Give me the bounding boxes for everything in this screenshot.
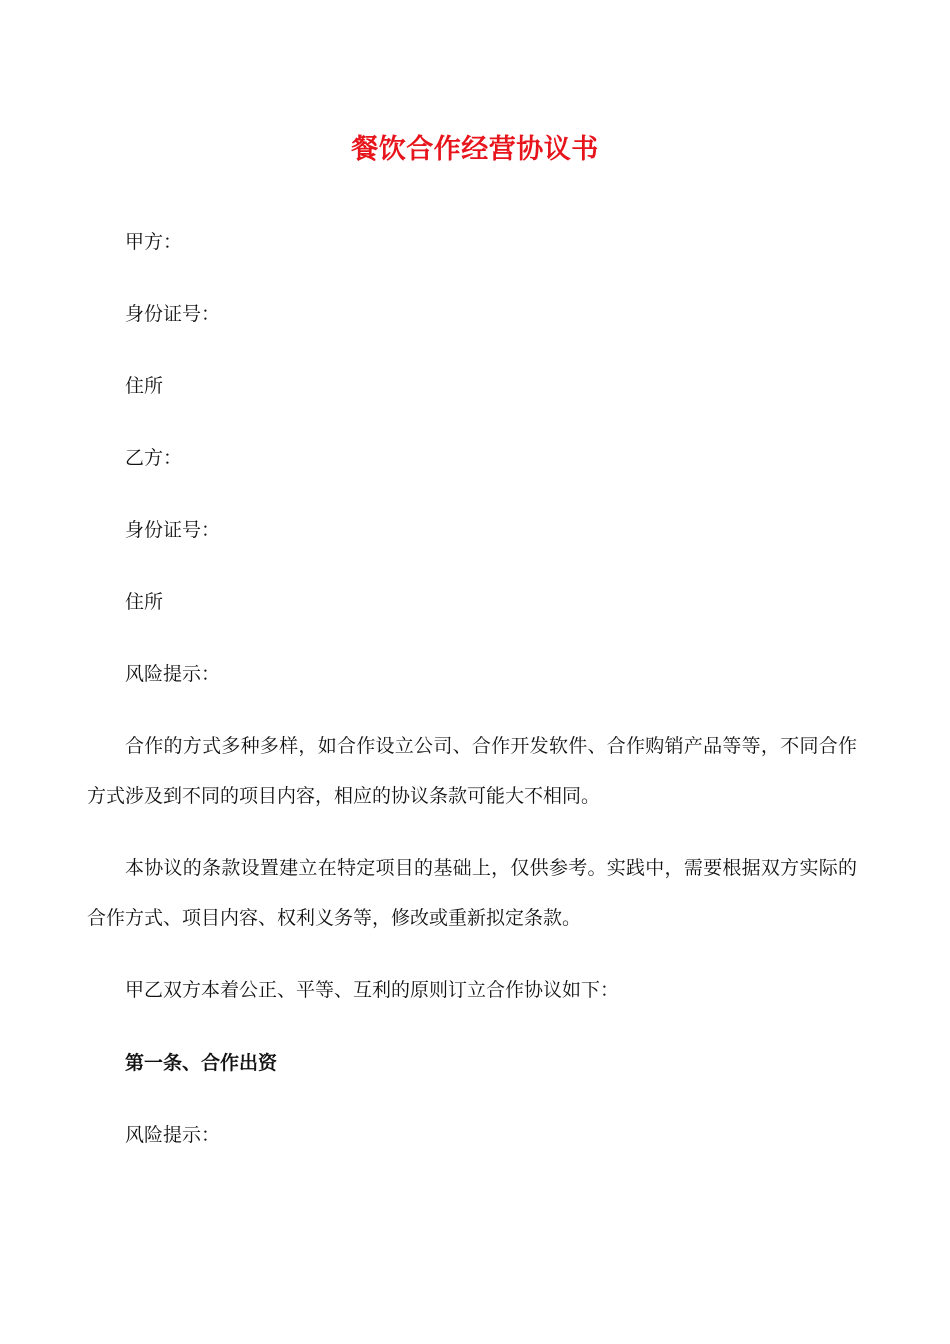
party-b-id-label: 身份证号： (125, 519, 221, 541)
article-1-heading: 第一条、合作出资 (125, 1052, 278, 1074)
risk-tip-label: 风险提示： (125, 663, 221, 685)
paragraph-cooperation-methods: 合作的方式多种多样，如合作设立公司、合作开发软件、合作购销产品等等，不同合作方式涉及到不同的项目内容，相应的协议条款可能大不相同。 (87, 735, 857, 807)
document-title: 餐饮合作经营协议书 (351, 134, 599, 165)
paragraph-clause-reference: 本协议的条款设置建立在特定项目的基础上，仅供参考。实践中，需要根据双方实际的合作方式、项目内容、权利义务等，修改或重新拟定条款。 (87, 857, 857, 929)
paragraph-agreement-intro: 甲乙双方本着公正、平等、互利的原则订立合作协议如下： (125, 979, 620, 1001)
party-a-address-label: 住所 (125, 375, 164, 397)
party-b-label: 乙方： (125, 447, 183, 469)
risk-tip-label-2: 风险提示： (125, 1124, 221, 1146)
party-a-id-label: 身份证号： (125, 303, 221, 325)
party-a-label: 甲方： (125, 231, 183, 253)
party-b-address-label: 住所 (125, 591, 164, 613)
